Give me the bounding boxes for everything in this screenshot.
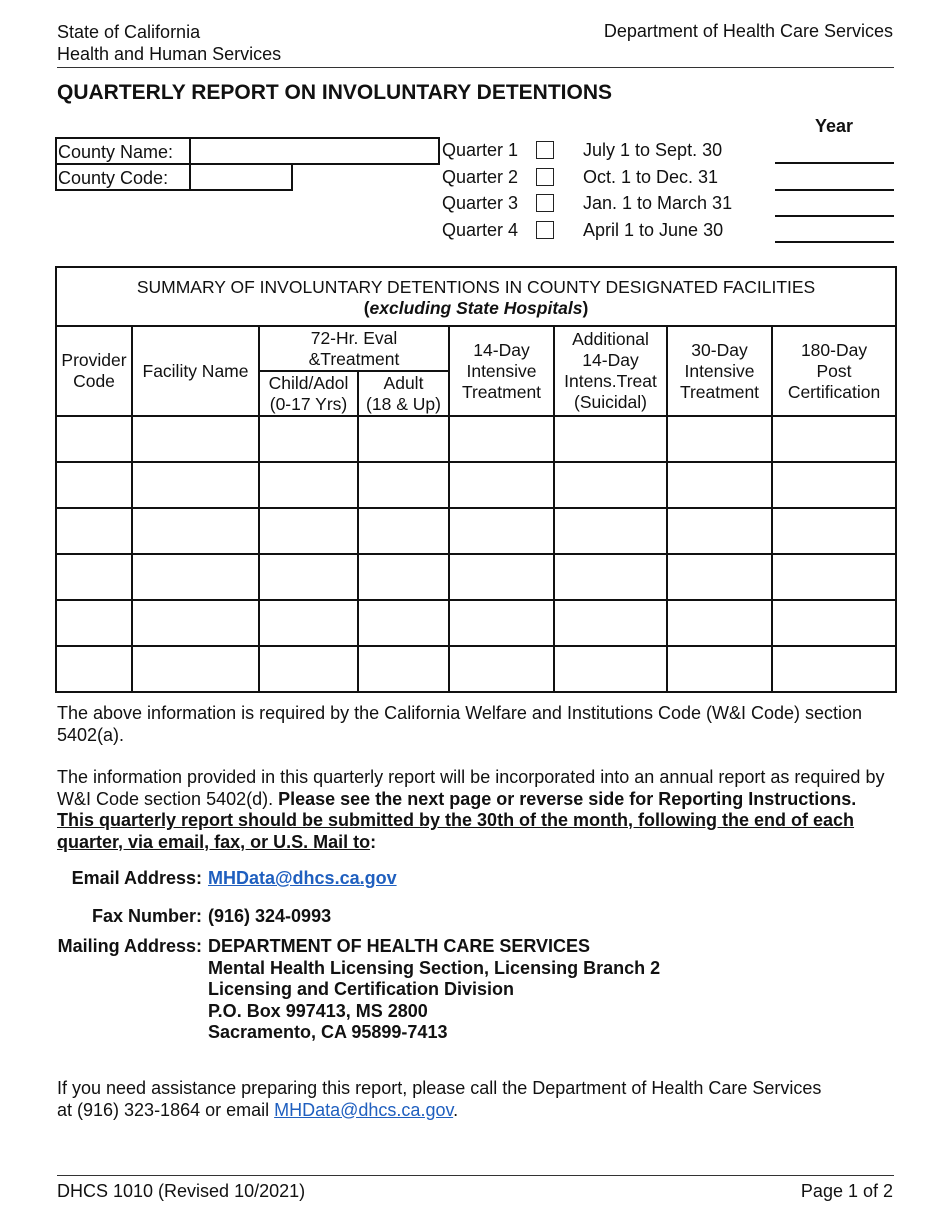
table-cell[interactable] xyxy=(449,508,554,554)
table-cell[interactable] xyxy=(259,646,358,692)
table-cell[interactable] xyxy=(554,416,667,462)
col-facility-name: Facility Name xyxy=(132,326,259,416)
header-line: Intens.Treat xyxy=(564,371,657,391)
year-field-q2[interactable] xyxy=(775,189,894,191)
subheading-emphasis: excluding State Hospitals xyxy=(369,297,583,318)
header-line: (Suicidal) xyxy=(574,392,647,412)
agency-line-1: State of California xyxy=(57,22,201,42)
table-cell[interactable] xyxy=(56,600,132,646)
table-cell[interactable] xyxy=(554,554,667,600)
header-line: Treatment xyxy=(461,381,542,402)
table-cell[interactable] xyxy=(554,600,667,646)
table-cell[interactable] xyxy=(259,600,358,646)
header-line: Provider xyxy=(61,350,127,370)
header-divider xyxy=(57,67,894,68)
county-name-label: County Name: xyxy=(58,142,174,162)
mailing-address xyxy=(208,936,660,1044)
header-line: &Treatment xyxy=(308,348,400,369)
quarter-label: Quarter 1 xyxy=(442,140,519,160)
col-provider-code xyxy=(56,326,132,416)
table-cell[interactable] xyxy=(259,416,358,462)
mailing-label: Mailing Address: xyxy=(57,936,202,956)
col-72hr-eval xyxy=(259,326,449,371)
header-line: Intensive xyxy=(466,360,537,381)
table-cell[interactable] xyxy=(56,462,132,508)
page-title: QUARTERLY REPORT ON INVOLUNTARY DETENTIONS xyxy=(57,81,612,104)
table-cell[interactable] xyxy=(358,416,449,462)
assistance-suffix: . xyxy=(453,1099,459,1120)
table-cell[interactable] xyxy=(132,600,259,646)
address-line: P.O. Box 997413, MS 2800 xyxy=(208,1000,428,1021)
table-cell[interactable] xyxy=(772,600,896,646)
page-number: Page 1 of 2 xyxy=(800,1181,893,1201)
header-line: Child/Adol xyxy=(268,372,349,393)
col-additional-14-day xyxy=(554,326,667,416)
assistance-prefix: at (916) 323-1864 or email xyxy=(57,1099,275,1120)
table-cell[interactable] xyxy=(449,554,554,600)
table-row xyxy=(56,462,896,508)
table-cell[interactable] xyxy=(554,462,667,508)
paren-open: ( xyxy=(363,297,370,318)
table-cell[interactable] xyxy=(667,416,772,462)
table-cell[interactable] xyxy=(449,462,554,508)
table-cell[interactable] xyxy=(56,554,132,600)
address-line: Mental Health Licensing Section, Licensing Branch 2 xyxy=(208,957,661,978)
quarter-range: April 1 to June 30 xyxy=(583,220,724,240)
department-name: Department of Health Care Services xyxy=(603,21,893,41)
address-line: Sacramento, CA 95899-7413 xyxy=(208,1022,448,1042)
quarter-2-checkbox[interactable] xyxy=(536,168,554,186)
quarter-label: Quarter 4 xyxy=(442,220,519,240)
summary-table xyxy=(55,266,897,693)
email-label: Email Address: xyxy=(71,868,202,888)
table-cell[interactable] xyxy=(132,508,259,554)
table-cell[interactable] xyxy=(259,462,358,508)
assistance-email-link[interactable]: MHData@dhcs.ca.gov xyxy=(274,1099,454,1120)
table-cell[interactable] xyxy=(358,600,449,646)
table-cell[interactable] xyxy=(358,554,449,600)
fax-label: Fax Number: xyxy=(91,906,202,926)
paren-close: ) xyxy=(582,297,589,318)
header-line: (0-17 Yrs) xyxy=(269,393,348,414)
year-label: Year xyxy=(815,116,854,136)
header-line: Additional xyxy=(572,329,649,349)
county-name-label-cell xyxy=(55,137,191,165)
table-cell[interactable] xyxy=(449,416,554,462)
assistance-paragraph xyxy=(57,1078,902,1121)
instructions-bold: Please see the next page or reverse side for Reporting Instructions. xyxy=(278,788,857,809)
table-cell[interactable] xyxy=(667,508,772,554)
county-name-field[interactable] xyxy=(189,137,440,165)
county-code-field[interactable] xyxy=(189,163,293,191)
table-cell[interactable] xyxy=(667,600,772,646)
email-link[interactable]: MHData@dhcs.ca.gov xyxy=(208,868,397,888)
assistance-line-1: If you need assistance preparing this report, please call the Department of Health Care Services xyxy=(57,1078,822,1098)
header-line: Certification xyxy=(787,381,881,402)
footer-divider xyxy=(57,1175,894,1176)
year-field-q1[interactable] xyxy=(775,162,894,164)
header-line: Treatment xyxy=(679,381,760,402)
form-id: DHCS 1010 (Revised 10/2021) xyxy=(57,1181,306,1201)
county-code-label: County Code: xyxy=(58,168,169,188)
table-row xyxy=(56,416,896,462)
table-cell[interactable] xyxy=(56,646,132,692)
table-cell[interactable] xyxy=(259,508,358,554)
header-line: Intensive xyxy=(684,360,755,381)
summary-heading-cell xyxy=(56,267,896,326)
year-field-q4[interactable] xyxy=(775,241,894,243)
table-cell[interactable] xyxy=(259,554,358,600)
header-line: (18 & Up) xyxy=(366,393,441,414)
year-field-q3[interactable] xyxy=(775,215,894,217)
address-line: DEPARTMENT OF HEALTH CARE SERVICES xyxy=(208,936,591,956)
col-30-day xyxy=(667,326,772,416)
table-cell[interactable] xyxy=(772,462,896,508)
agency-line-2: Health and Human Services xyxy=(57,44,282,64)
col-child-adol xyxy=(259,371,358,416)
table-row xyxy=(56,600,896,646)
table-cell[interactable] xyxy=(772,508,896,554)
table-cell[interactable] xyxy=(449,646,554,692)
header-line: 72-Hr. Eval xyxy=(310,327,398,348)
table-cell[interactable] xyxy=(358,462,449,508)
col-adult xyxy=(358,371,449,416)
table-row xyxy=(56,554,896,600)
col-180-day xyxy=(772,326,896,416)
table-cell[interactable] xyxy=(449,600,554,646)
table-cell[interactable] xyxy=(667,462,772,508)
table-cell[interactable] xyxy=(132,554,259,600)
table-cell[interactable] xyxy=(554,508,667,554)
quarter-1-checkbox[interactable] xyxy=(536,141,554,159)
table-cell[interactable] xyxy=(358,508,449,554)
quarter-range: Jan. 1 to March 31 xyxy=(583,193,733,213)
table-cell[interactable] xyxy=(554,646,667,692)
header-line: 180-Day xyxy=(800,339,868,360)
instructions-colon: : xyxy=(370,831,377,852)
table-cell[interactable] xyxy=(772,416,896,462)
table-cell[interactable] xyxy=(772,554,896,600)
table-cell[interactable] xyxy=(772,646,896,692)
quarter-3-checkbox[interactable] xyxy=(536,194,554,212)
table-cell[interactable] xyxy=(132,462,259,508)
table-cell[interactable] xyxy=(132,416,259,462)
summary-subheading xyxy=(57,298,895,319)
instructions-deadline: This quarterly report should be submitted by the 30th of the month, following the end of each quarter, via email, fax, or U.S. Mail to xyxy=(57,810,855,852)
legal-reference-paragraph: The above information is required by the California Welfare and Institutions Code (W&I Code) section 5402(a). xyxy=(57,703,863,745)
quarter-label: Quarter 3 xyxy=(442,193,519,213)
summary-heading: SUMMARY OF INVOLUNTARY DETENTIONS IN COUNTY DESIGNATED FACILITIES xyxy=(136,276,816,297)
header-line: Code xyxy=(73,371,115,391)
header-line: 30-Day xyxy=(691,339,748,360)
table-row xyxy=(56,646,896,692)
table-cell[interactable] xyxy=(56,416,132,462)
address-line: Licensing and Certification Division xyxy=(208,979,515,999)
table-row xyxy=(56,508,896,554)
header-line: 14-Day xyxy=(473,339,530,360)
header-line: Post xyxy=(816,360,852,381)
table-cell[interactable] xyxy=(667,554,772,600)
header-line: 14-Day xyxy=(582,350,639,370)
quarter-range: Oct. 1 to Dec. 31 xyxy=(583,167,719,187)
table-cell[interactable] xyxy=(358,646,449,692)
assistance-line-2 xyxy=(57,1100,902,1122)
submission-instructions-paragraph xyxy=(57,767,897,853)
table-cell[interactable] xyxy=(667,646,772,692)
county-code-label-cell xyxy=(55,163,191,191)
header-line: Adult xyxy=(383,372,424,393)
fax-number: (916) 324-0993 xyxy=(208,906,332,926)
instructions-plain: The information provided in this quarterly report will be incorporated into an annual report as required by W&I Code section 5402(d). xyxy=(57,767,885,809)
table-cell[interactable] xyxy=(56,508,132,554)
table-cell[interactable] xyxy=(132,646,259,692)
col-14-day xyxy=(449,326,554,416)
agency-block xyxy=(57,21,281,65)
quarter-4-checkbox[interactable] xyxy=(536,221,554,239)
quarter-label: Quarter 2 xyxy=(442,167,519,187)
quarter-range: July 1 to Sept. 30 xyxy=(583,140,723,160)
